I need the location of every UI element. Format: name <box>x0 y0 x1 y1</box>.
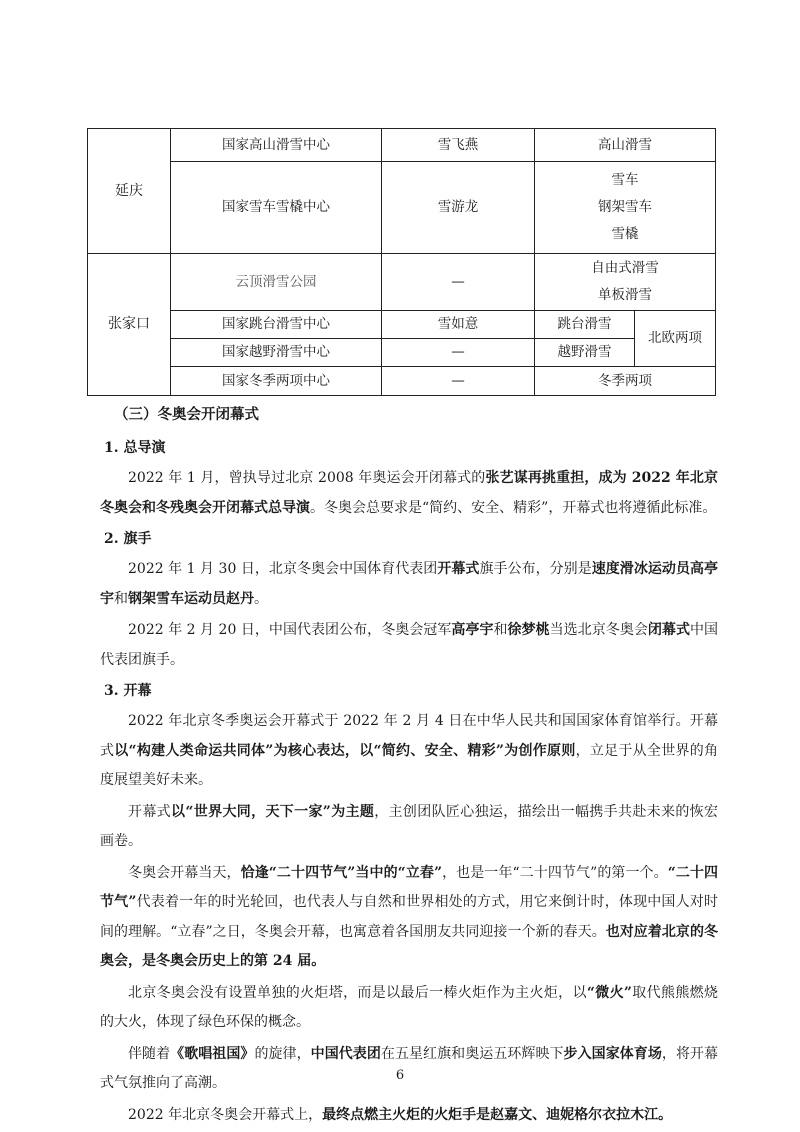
table-row <box>88 367 716 396</box>
venue-nickname: 雪游龙 <box>382 162 535 254</box>
venue-name: 国家冬季两项中心 <box>171 367 382 396</box>
venue-events <box>535 254 716 311</box>
paragraph: 冬奥会开幕当天，恰逢“二十四节气”当中的“立春”，也是一年“二十四节气”的第一个。“二十四节气”代表着一年的时光轮回，也代表人与自然和世界相处的方式，用它来倒计时，体现中国人对时间的理解。“立春”之日，冬奥会开幕，也寓意着各国朋友共同迎接一个新的春天。也对应着北京的冬奥会，是冬奥会历史上的第 24 届。 <box>100 864 719 969</box>
paragraph: 北京冬奥会没有设置单独的火炬塔，而是以最后一棒火炬作为主火炬，以“微火”取代熊熊燃烧的大火，体现了绿色环保的概念。 <box>100 984 719 1030</box>
paragraph: 开幕式以“世界大同，天下一家”为主题，主创团队匠心独运，描绘出一幅携手共赴未来的恢宏画卷。 <box>100 803 719 849</box>
venue-nickname: — <box>382 367 535 396</box>
paragraph: 伴随着《歌唱祖国》的旋律，中国代表团在五星红旗和奥运五环辉映下步入国家体育场，将开幕式气氛推向了高潮。 <box>100 1045 719 1091</box>
table-row <box>88 129 716 162</box>
nordic-combined-cell: 北欧两项 <box>635 311 716 367</box>
venue-nickname: 雪如意 <box>382 311 535 339</box>
table-row <box>88 254 716 311</box>
venue-events: 冬季两项 <box>535 367 716 396</box>
venue-name: 国家雪车雪橇中心 <box>171 162 382 254</box>
event-item: 雪车 <box>611 172 639 188</box>
page-number: 6 <box>395 1068 405 1083</box>
venue-name: 云顶滑雪公园 <box>171 254 382 311</box>
event-item: 雪橇 <box>611 226 639 242</box>
venue-events <box>535 162 716 254</box>
event-item: 单板滑雪 <box>598 287 652 303</box>
paragraph: 2022 年北京冬季奥运会开幕式于 2022 年 2 月 4 日在中华人民共和国国家体育馆举行。开幕式以“构建人类命运共同体”为核心表达，以“简约、安全、精彩”为创作原则，立足于从全世界的角度展望美好未来。 <box>100 713 719 788</box>
venue-name: 国家跳台滑雪中心 <box>171 311 382 339</box>
venue-events <box>535 129 716 162</box>
section-title: （三）冬奥会开闭幕式 <box>114 406 259 423</box>
paragraph: 2022 年 1 月，曾执导过北京 2008 年奥运会开闭幕式的张艺谋再挑重担，成为 2022 年北京冬奥会和冬残奥会开闭幕式总导演。冬奥会总要求是“简约、安全、精彩”，开幕式也将遵循此标准。 <box>100 470 718 516</box>
venue-nickname: — <box>382 254 535 311</box>
event-item: 高山滑雪 <box>598 136 652 153</box>
venue-event: 越野滑雪 <box>535 339 635 367</box>
venue-event: 跳台滑雪 <box>535 311 635 339</box>
subheading-flagbearer: 2. 旗手 <box>104 531 152 547</box>
paragraph: 2022 年 1 月 30 日，北京冬奥会中国体育代表团开幕式旗手公布，分别是速度滑冰运动员高亭宇和钢架雪车运动员赵丹。 <box>100 561 719 607</box>
paragraph: 2022 年北京冬奥会开幕式上，最终点燃主火炬的火炬手是赵嘉文、迪妮格尔衣拉木江。 <box>128 1106 673 1123</box>
region-yanqing: 延庆 <box>88 129 171 254</box>
table-row <box>88 162 716 254</box>
event-item: 自由式滑雪 <box>591 260 659 276</box>
venue-name: 国家高山滑雪中心 <box>171 129 382 162</box>
paragraph: 2022 年 2 月 20 日，中国代表团公布，冬奥会冠军高亭宇和徐梦桃当选北京冬奥会闭幕式中国代表团旗手。 <box>100 622 719 668</box>
venue-nickname: 雪飞燕 <box>382 129 535 162</box>
venue-name: 国家越野滑雪中心 <box>171 339 382 367</box>
table-row <box>88 339 716 367</box>
subheading-director: 1. 总导演 <box>104 440 166 456</box>
table-row <box>88 311 716 339</box>
region-zhangjiakou: 张家口 <box>88 254 171 396</box>
event-item: 钢架雪车 <box>598 199 652 215</box>
section-content <box>100 398 718 1130</box>
subheading-opening: 3. 开幕 <box>104 683 152 699</box>
venue-table <box>87 128 716 396</box>
venue-nickname: — <box>382 339 535 367</box>
